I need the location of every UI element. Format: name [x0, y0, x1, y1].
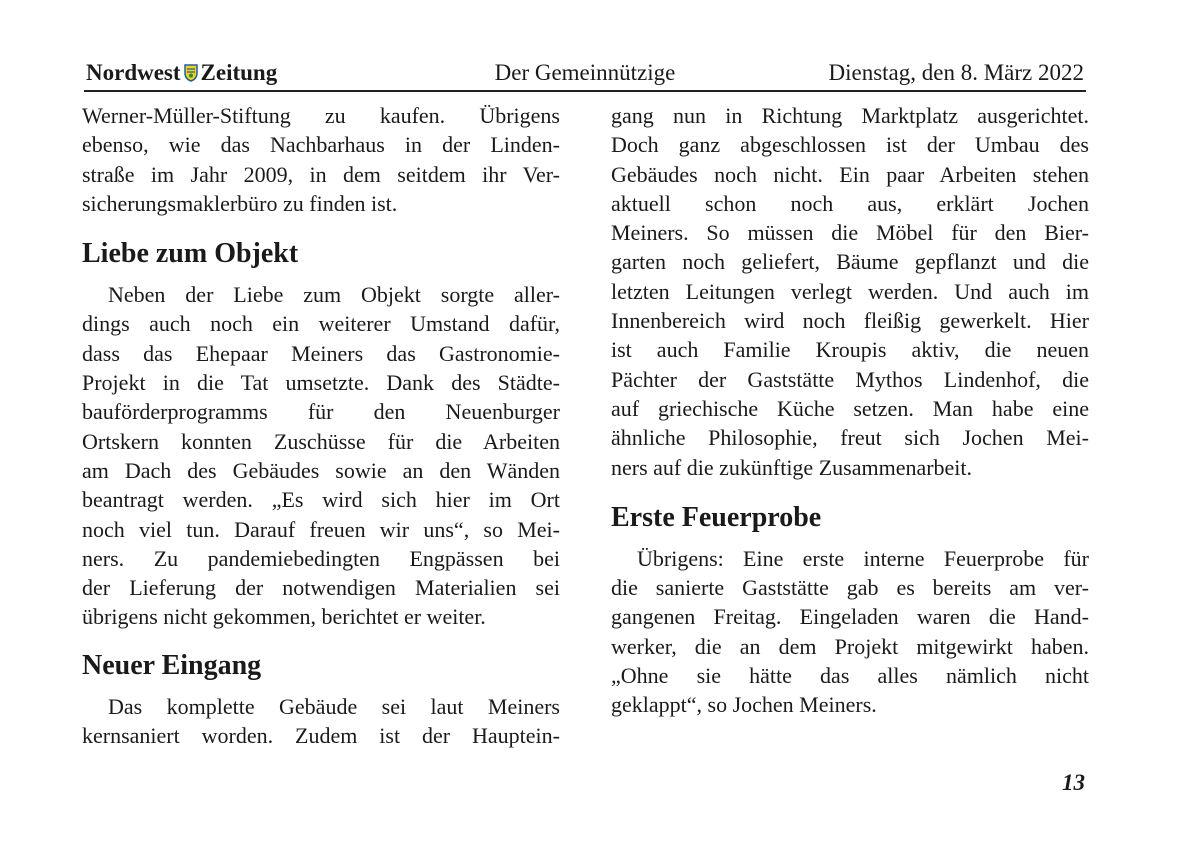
- paragraph-line: gangenen Freitag. Eingeladen waren die Hand-: [611, 604, 1089, 630]
- paragraph-line: dings auch noch ein weiterer Umstand dafür,: [82, 311, 560, 337]
- paragraph-line: beantragt werden. „Es wird sich hier im Ort: [82, 487, 560, 513]
- paragraph-line: „Ohne sie hätte das alles nämlich nicht: [611, 663, 1089, 689]
- paragraph-line: werker, die an dem Projekt mitgewirkt haben.: [611, 633, 1089, 659]
- paragraph-line: ebenso, wie das Nachbarhaus in der Linden-: [82, 132, 560, 158]
- paragraph-line: aktuell schon noch aus, erklärt Jochen: [611, 190, 1089, 216]
- paragraph-line: Innenbereich wird noch fleißig gewerkelt. Hier: [611, 308, 1089, 334]
- paragraph-line: straße im Jahr 2009, in dem seitdem ihr Ver-: [82, 161, 560, 187]
- left-column: [82, 101, 560, 750]
- paragraph-line: der Lieferung der notwendigen Materialien sei: [82, 575, 560, 601]
- paragraph-line: Ortskern konnten Zuschüsse für die Arbeiten: [82, 428, 560, 454]
- paragraph-line: Doch ganz abgeschlossen ist der Umbau des: [611, 132, 1089, 158]
- paragraph-line: auf griechische Küche setzen. Man habe eine: [611, 395, 1089, 421]
- paragraph-line: Das komplette Gebäude sei laut Meiners: [108, 693, 560, 719]
- paragraph-line: Werner-Müller-Stiftung zu kaufen. Übrigens: [82, 103, 560, 128]
- page-header: [84, 56, 1086, 92]
- paragraph-line: ist auch Familie Kroupis aktiv, die neuen: [611, 337, 1089, 363]
- page-number: 13: [1062, 770, 1085, 795]
- paragraph-line: ners. Zu pandemiebedingten Engpässen bei: [82, 545, 560, 571]
- paragraph-line: Meiners. So müssen die Möbel für den Bier-: [611, 220, 1089, 246]
- paragraph-line: Gebäudes noch nicht. Ein paar Arbeiten stehen: [611, 161, 1089, 187]
- paragraph-line: geklappt“, so Jochen Meiners.: [611, 692, 877, 718]
- subheading: Liebe zum Objekt: [82, 238, 299, 270]
- paragraph-line: übrigens nicht gekommen, berichtet er weiter.: [82, 604, 486, 630]
- paragraph-line: noch viel tun. Darauf freuen wir uns“, so Mei-: [82, 516, 560, 542]
- paragraph-line: sicherungsmaklerbüro zu finden ist.: [82, 190, 398, 216]
- right-column: [611, 101, 1089, 720]
- issue-date: Dienstag, den 8. März 2022: [828, 60, 1084, 85]
- paragraph-line: Pächter der Gaststätte Mythos Lindenhof, die: [611, 366, 1089, 392]
- paragraph-line: Übrigens: Eine erste interne Feuerprobe für: [637, 545, 1089, 571]
- paragraph-line: letzten Leitungen verlegt werden. Und auch im: [611, 278, 1089, 304]
- paragraph-line: dass das Ehepaar Meiners das Gastronomie-: [82, 340, 560, 366]
- paragraph-line: kernsaniert worden. Zudem ist der Hauptein-: [82, 723, 560, 749]
- section-title: Der Gemeinnützige: [494, 60, 676, 85]
- brand-name-left: Nordwest: [86, 60, 181, 85]
- paragraph-line: gang nun in Richtung Marktplatz ausgerichtet.: [611, 103, 1089, 128]
- paragraph-line: am Dach des Gebäudes sowie an den Wänden: [82, 457, 560, 483]
- paragraph-line: ähnliche Philosophie, freut sich Jochen Mei-: [611, 425, 1089, 451]
- paragraph-line: ners auf die zukünftige Zusammenarbeit.: [611, 454, 973, 480]
- paragraph-line: bauförderprogramms für den Neuenburger: [82, 399, 560, 425]
- subheading: Neuer Eingang: [82, 649, 262, 681]
- paragraph-line: Neben der Liebe zum Objekt sorgte aller-: [108, 282, 560, 308]
- paragraph-line: garten noch geliefert, Bäume gepflanzt und die: [611, 249, 1089, 275]
- subheading: Erste Feuerprobe: [611, 501, 822, 533]
- paragraph-line: die sanierte Gaststätte gab es bereits am ver-: [611, 575, 1089, 601]
- brand-name-right: Zeitung: [200, 60, 278, 85]
- paragraph-line: Projekt in die Tat umsetzte. Dank des Städte-: [82, 370, 560, 396]
